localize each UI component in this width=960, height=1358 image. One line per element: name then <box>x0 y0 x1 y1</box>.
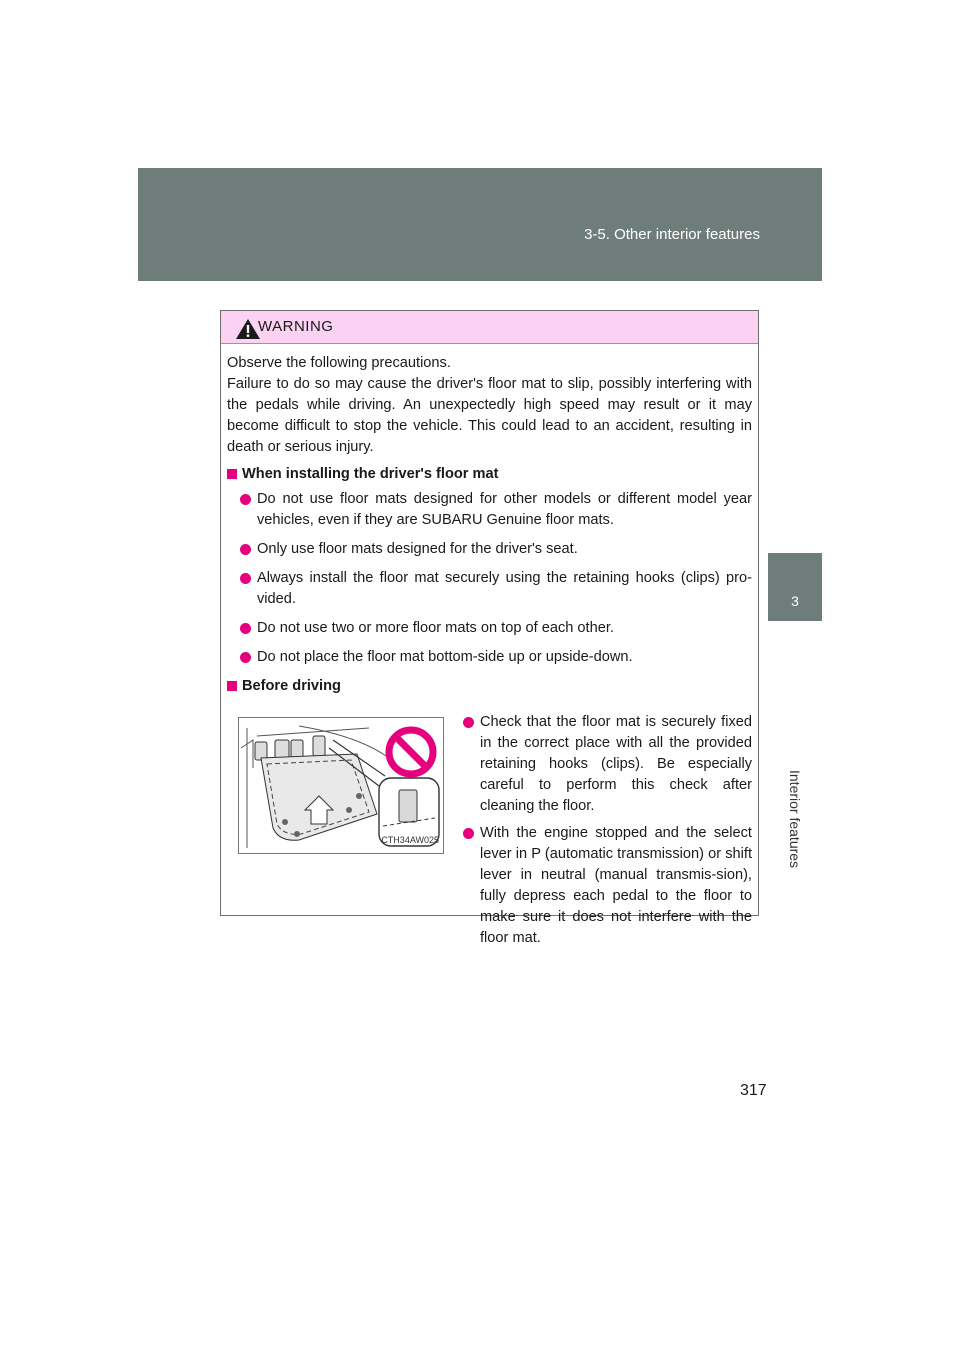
chapter-tab <box>768 553 822 621</box>
bullet-dot-icon <box>240 494 251 505</box>
bullet-dot-icon <box>463 717 474 728</box>
warning-body <box>227 353 752 946</box>
section-square-icon <box>227 469 237 479</box>
list-item <box>463 823 752 949</box>
section-heading-text: Before driving <box>242 678 341 694</box>
floor-mat-illustration <box>238 717 444 854</box>
list-item <box>227 618 752 639</box>
list-item-text: Always install the floor mat securely using the retaining hooks (clips) pro-vided. <box>257 570 752 607</box>
bullet-dot-icon <box>240 652 251 663</box>
bullet-dot-icon <box>463 828 474 839</box>
page-number: 317 <box>740 1082 767 1099</box>
section-heading-text: When installing the driver's floor mat <box>242 466 499 482</box>
section-title: 3-5. Other interior features <box>584 226 760 243</box>
before-driving-area <box>227 701 752 946</box>
list-item-text: Do not use two or more floor mats on top of each other. <box>257 620 614 636</box>
list-item <box>227 647 752 668</box>
warning-intro-1: Observe the following precautions. <box>227 355 451 371</box>
bullet-dot-icon <box>240 573 251 584</box>
list-item-text: Check that the floor mat is securely fixed in the correct place with all the provided retaining hooks (clips). Be especially careful to perform this check after cleaning the floor. <box>480 714 752 814</box>
list-item-text: Do not place the floor mat bottom-side up or upside-down. <box>257 649 633 665</box>
list-item <box>463 712 752 817</box>
chapter-label-text: Interior features <box>787 770 803 869</box>
warning-title: WARNING <box>258 318 334 335</box>
bullet-dot-icon <box>240 544 251 555</box>
list-item <box>227 489 752 531</box>
list-item-text: Only use floor mats designed for the driver's seat. <box>257 541 578 557</box>
warning-box <box>220 310 759 946</box>
list-item <box>227 568 752 610</box>
chapter-number: 3 <box>791 593 799 609</box>
bullet-dot-icon <box>240 623 251 634</box>
before-driving-text <box>463 712 752 955</box>
section-heading-before-driving <box>227 676 752 697</box>
section-square-icon <box>227 681 237 691</box>
list-item-text: Do not use floor mats designed for other models or different model year vehicles, even if they are SUBARU Genuine floor mats. <box>257 491 752 528</box>
list-item <box>227 539 752 560</box>
section-heading-installing <box>227 464 752 485</box>
list-item-text: With the engine stopped and the select lever in P (automatic transmission) or shift lever in neutral (manual transmis-sion), fully depress each pedal to the floor to make sure it does not interfere with the floor mat. <box>480 825 752 946</box>
header-band <box>138 168 822 281</box>
warning-header <box>221 311 758 344</box>
warning-intro-2: Failure to do so may cause the driver's floor mat to slip, possibly interfering with the pedals while driving. An unexpectedly high speed may result or it may become difficult to stop the vehicle. This could lead to an accident, resulting in death or serious injury. <box>227 376 752 455</box>
figure-code: CTH34AW025 <box>381 835 439 845</box>
